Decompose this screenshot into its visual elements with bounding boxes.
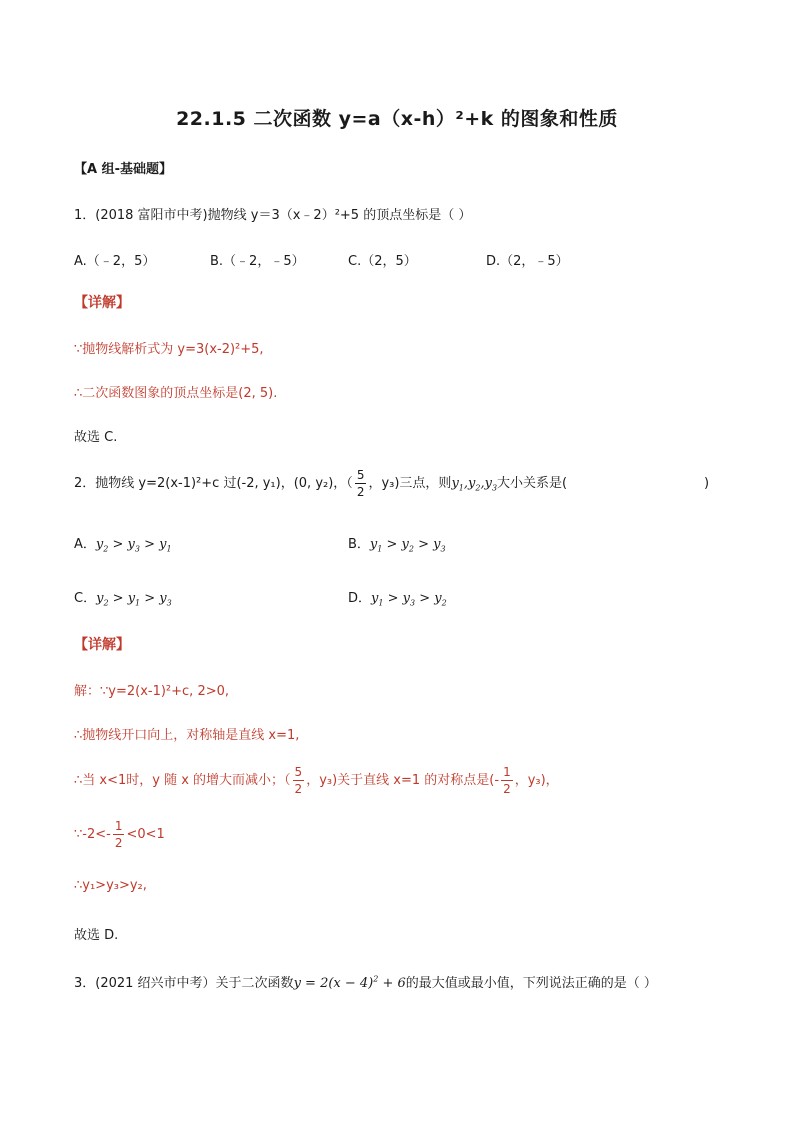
q3-formula: $y = 2(x - 4)^2 + 6$ [293,974,406,991]
page-title: 22.1.5 二次函数 y=a（x-h）²+k 的图象和性质 [176,108,618,130]
q2-option-b: B．$y_1 > y_2 > y_3$ [348,537,446,554]
q1-option-d: D.（2，﹣5） [486,254,569,269]
q2-fraction [355,469,367,498]
q2-sol3-fraction: $\frac{5}{2}$ [294,765,303,796]
q1-solution-line-1: ∵抛物线解析式为 y=3(x-2)²+5, [74,342,264,357]
q1-option-c: C.（2，5） [348,254,417,269]
question-1-stem: 1．(2018 富阳市中考)抛物线 y＝3（x﹣2）²+5 的顶点坐标是（ ） [74,208,472,223]
q1-solution-line-2: ∴二次函数图象的顶点坐标是(2, 5). [74,386,278,401]
question-2-stem [74,468,567,505]
q2-detail-label: 【详解】 [74,637,130,653]
q2-sol4-fraction: $\frac{1}{2}$ [114,819,123,850]
section-heading: 【A 组-基础题】 [74,162,172,177]
q2-solution-line-1: 解：∵y=2(x-1)²+c, 2>0, [74,684,230,699]
q2-solution-line-4: ∵-2<- $\frac{1}{2}$ <0<1 [74,819,165,850]
q2-option-c: C．$y_2 > y_1 > y_3$ [74,591,172,608]
q1-option-b: B.（﹣2，﹣5） [210,254,305,269]
q2-fraction-denominator: 2 [356,485,365,499]
q2-solution-line-2: ∴抛物线开口向上，对称轴是直线 x=1, [74,728,300,743]
question-3-stem: 3．(2021 绍兴市中考）关于二次函数$y = 2(x - 4)^2 + 6$的最大值或最小值，下列说法正确的是（ ） [74,974,657,991]
q2-stem-part-a: 2．抛物线 y=2(x-1)²+c 过(-2, y₁)，(0, y₂)，（ [74,476,353,491]
q2-fraction-numerator: 5 [356,468,365,482]
q2-option-d: D．$y_1 > y_3 > y_2$ [348,591,447,608]
q2-solution-line-5: ∴y₁>y₃>y₂, [74,878,147,893]
q2-vars: $y_1,y_2,y_3$ [451,476,498,493]
q1-detail-label: 【详解】 [74,295,130,311]
q1-option-a: A.（﹣2，5） [74,254,156,269]
q2-option-a: A．$y_2 > y_3 > y_1$ [74,537,172,554]
q2-answer: 故选 D. [74,928,119,943]
q2-solution-line-3: ∴当 x<1时，y 随 x 的增大而减小；（ $\frac{5}{2}$ ，y₃)关于直线 x=1 的对称点是(- $\frac{1}{2}$ ，y₃)， [74,765,559,796]
q2-sol3-fraction-2: $\frac{1}{2}$ [503,765,511,796]
q1-answer: 故选 C. [74,430,118,445]
q2-stem-end: ) [704,476,710,491]
q2-stem-part-b: ，y₃)三点，则 [368,476,452,491]
q2-stem-part-c: 大小关系是( [497,476,568,491]
